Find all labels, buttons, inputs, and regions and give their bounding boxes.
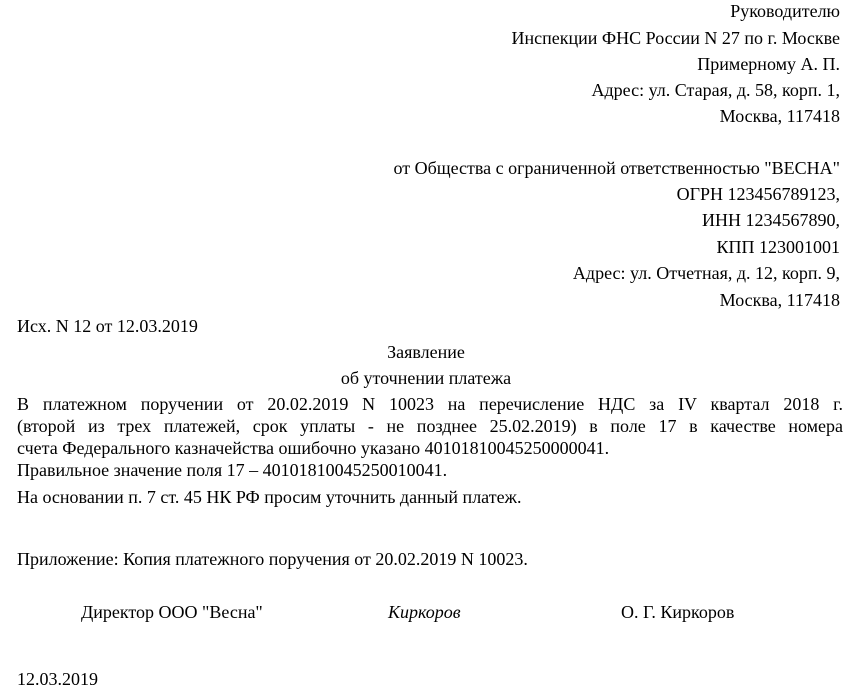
- sender-inn: ИНН 1234567890,: [702, 210, 840, 230]
- document-date: 12.03.2019: [17, 669, 98, 689]
- signatory-name: О. Г. Киркоров: [621, 602, 735, 622]
- sender-ogrn: ОГРН 123456789123,: [676, 184, 840, 204]
- handwritten-signature: Киркоров: [388, 602, 461, 622]
- recipient-line-2: Инспекции ФНС России N 27 по г. Москве: [511, 28, 840, 48]
- body-paragraph-1-line-1: В платежном поручении от 20.02.2019 N 10023 на перечисление НДС за IV квартал 2018 г.: [17, 394, 843, 414]
- recipient-line-3: Примерному А. П.: [697, 54, 840, 74]
- body-paragraph-1-line-2: (второй из трех платежей, срок уплаты - не позднее 25.02.2019) в поле 17 в качестве номера: [17, 416, 843, 436]
- sender-address-line-1: Адрес: ул. Отчетная, д. 12, корп. 9,: [572, 263, 840, 283]
- body-paragraph-1-line-3: счета Федерального казначейства ошибочно указано 40101810045250000041.: [17, 438, 610, 458]
- document-title: Заявление: [387, 342, 465, 362]
- recipient-address-line-1: Адрес: ул. Старая, д. 58, корп. 1,: [591, 80, 840, 100]
- sender-kpp: КПП 123001001: [716, 237, 840, 257]
- recipient-line-1: Руководителю: [730, 1, 840, 21]
- sender-line-1: от Общества с ограниченной ответственностью "ВЕСНА": [393, 158, 840, 178]
- document-subtitle: об уточнении платежа: [340, 368, 512, 388]
- body-paragraph-2: Правильное значение поля 17 – 40101810045250010041.: [17, 460, 448, 480]
- recipient-address-line-2: Москва, 117418: [719, 106, 840, 126]
- sender-address-line-2: Москва, 117418: [719, 290, 840, 310]
- signatory-position: Директор ООО "Весна": [81, 602, 263, 622]
- body-paragraph-3: На основании п. 7 ст. 45 НК РФ просим уточнить данный платеж.: [17, 487, 522, 507]
- outgoing-reference: Исх. N 12 от 12.03.2019: [17, 316, 198, 336]
- attachment-line: Приложение: Копия платежного поручения от 20.02.2019 N 10023.: [17, 549, 528, 569]
